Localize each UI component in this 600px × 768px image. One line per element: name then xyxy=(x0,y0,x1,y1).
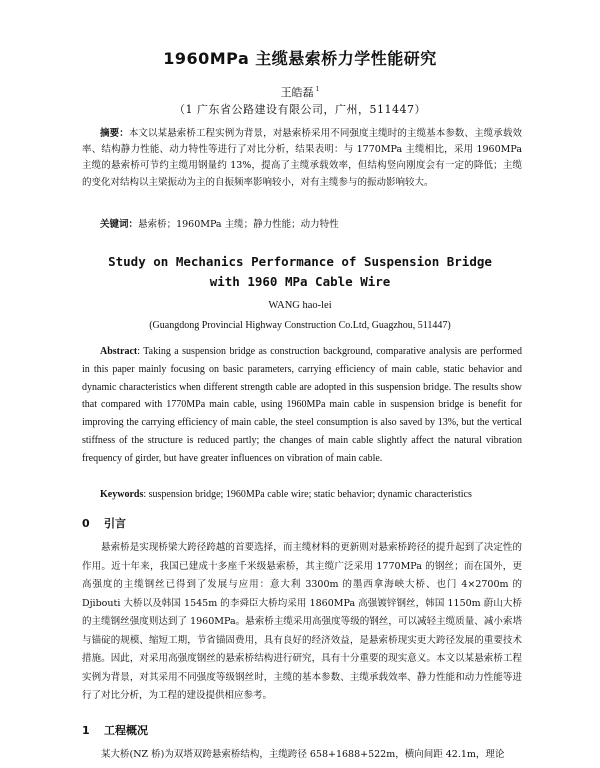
paper-title-english xyxy=(0,252,600,292)
paper-title-chinese: 1960MPa 主缆悬索桥力学性能研究 xyxy=(163,49,437,68)
affiliation-chinese: （1 广东省公路建设有限公司，广州，511447） xyxy=(174,103,426,116)
section-heading-introduction xyxy=(82,515,522,531)
introduction-paragraph: 悬索桥是实现桥梁大跨径跨越的首要选择，而主缆材料的更新则对悬索桥跨径的提升起到了决定性的作用。近十年来，我国已建成十多座千米级悬索桥，其主缆广泛采用 1770MPa 的钢丝；而在国外，更高强度的主缆钢丝已得到了发展与应用：意大利 3300m 的墨西拿海峡大桥、也门 4×2700m 的 Djibouti 大桥以及韩国 1545m 的李舜臣大桥均采用 1860MPa 高强镀锌钢丝，韩国 1150m 蔚山大桥的主缆钢丝强度则达到了 1960MPa。悬索桥主缆采用高强度等级的钢丝，可以减轻主缆质量、减小索塔与锚碇的规模、缩短工期，节省锚固费用，具有良好的经济效益，是悬索桥现实更大跨径发展的重要技术措施。因此，对采用高强度钢丝的悬索桥结构进行研究，具有十分重要的现实意义。本文以某悬索桥工程实例为背景，对其采用不同强度等级钢丝时，主缆的基本参数、主缆承载效率、静力性能和动力性能等进行了对比分析，为工程的建设提供相应参考。 xyxy=(82,542,522,701)
author-affiliation-marker: 1 xyxy=(315,86,320,94)
keywords-label-english: Keywords xyxy=(100,489,144,500)
abstract-english xyxy=(82,343,522,468)
author-name: 王皓磊 xyxy=(280,86,314,99)
keywords-text-chinese: 悬索桥；1960MPa 主缆；静力性能；动力特性 xyxy=(138,219,339,230)
section-number: 1 xyxy=(82,724,90,737)
paper-title-english-line2: with 1960 MPa Cable Wire xyxy=(209,274,391,289)
affiliation-english: (Guangdong Provincial Highway Construction Co.Ltd, Guagzhou, 511447) xyxy=(149,320,451,331)
keywords-text-english: : suspension bridge; 1960MPa cable wire; static behavior; dynamic characteristics xyxy=(143,489,472,500)
paper-title-english-line1: Study on Mechanics Performance of Suspension Bridge xyxy=(108,254,492,269)
section-title: 工程概况 xyxy=(104,724,148,737)
project-overview-paragraph: 某大桥(NZ 桥)为双塔双跨悬索桥结构，主缆跨径 658+1688+522m，横向间距 42.1m，理论 xyxy=(101,749,505,760)
section-number: 0 xyxy=(82,517,90,530)
keywords-chinese xyxy=(82,217,522,233)
author-chinese xyxy=(0,84,600,100)
abstract-chinese xyxy=(82,126,522,191)
abstract-label-chinese: 摘要： xyxy=(100,128,129,139)
abstract-label-english: Abstract xyxy=(100,346,138,357)
section-heading-project-overview xyxy=(82,722,522,738)
section-title: 引言 xyxy=(104,517,126,530)
keywords-label-chinese: 关键词： xyxy=(100,219,139,230)
abstract-text-chinese: 本文以某悬索桥工程实例为背景，对悬索桥采用不同强度主缆时的主缆基本参数、主缆承载效率、结构静力性能、动力特性等进行了对比分析，结果表明：与 1770MPa 主缆相比，采用 1960MPa 主缆的悬索桥可节约主缆用钢量约 13%，提高了主缆承载效率，但结构竖向刚度会有一定的降低；主缆的变化对结构以主梁振动为主的自振频率影响较小，对有主缆参与的振动影响较大。 xyxy=(82,128,522,188)
author-english: WANG hao-lei xyxy=(268,300,332,311)
abstract-text-english: : Taking a suspension bridge as construction background, comparative analysis are performed in this paper mainly focusing on basic parameters, carrying efficiency of main cable, static behavior and dynamic characteristics when different strength cable are adopted in this suspension bridge. The results show that compared with 1770MPa main cable, using 1960MPa main cable in suspension bridge is benefit for improving the carrying efficiency of main cable, the steel consumption is also saved by 13%, but the vertical stiffness of the structure is reduced partly; the changes of main cable slightly affect the natural vibration frequency of girder, but have greater influences on vibration of main cable. xyxy=(82,346,522,464)
keywords-english xyxy=(82,487,522,503)
